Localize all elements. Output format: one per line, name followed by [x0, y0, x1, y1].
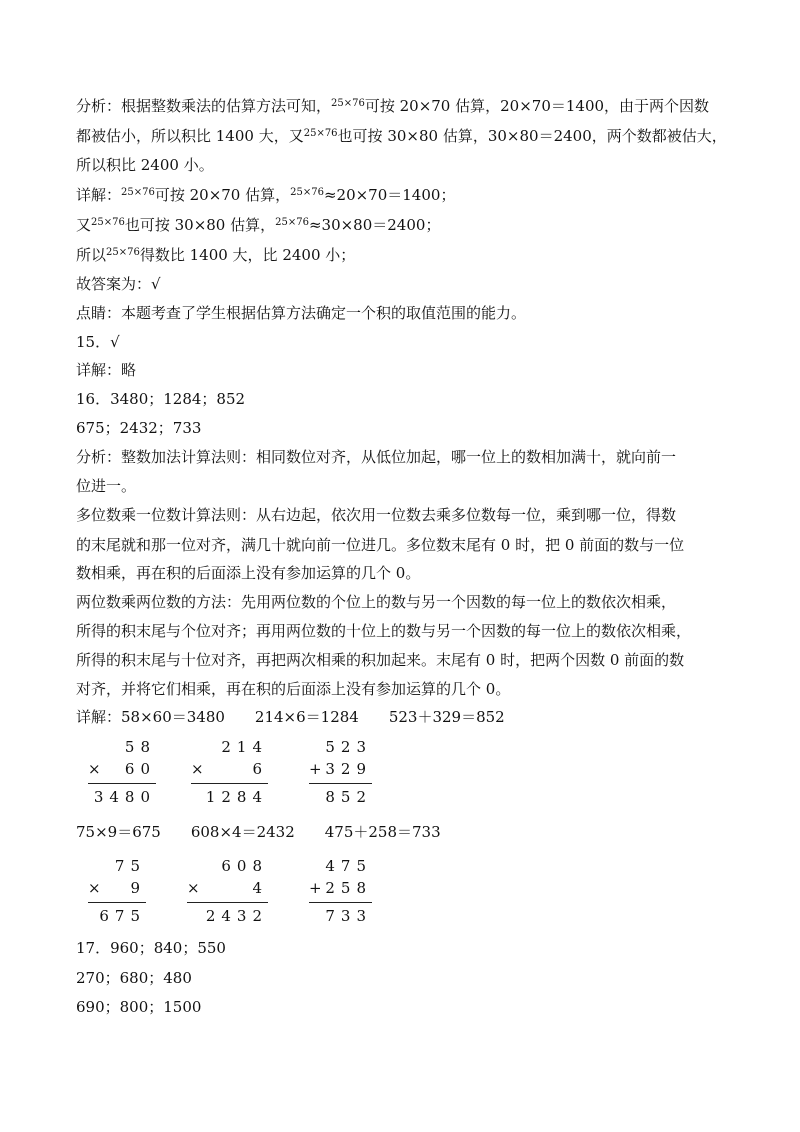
calc-top: 475 [325, 857, 372, 875]
calc-operator: × [191, 760, 204, 778]
vertical-calculation [88, 737, 156, 807]
calc-result: 1284 [205, 788, 268, 806]
calc-result: 733 [325, 907, 372, 925]
rule-line: 两位数乘两位数的方法：先用两位数的个位上的数与另一个因数的每一位上的数依次相乘， [76, 593, 677, 611]
detail-equations: 详解：58×60＝3480 214×6＝1284 523＋329＝852 [76, 708, 505, 726]
calc-top: 523 [325, 738, 372, 756]
comment-line: 点睛：本题考查了学生根据估算方法确定一个积的取值范围的能力。 [76, 304, 527, 322]
question-17-answers: 17．960；840；550 [76, 939, 226, 957]
calc-rule [309, 783, 372, 784]
calc-rule [191, 783, 268, 784]
question-16-answers: 675；2432；733 [76, 419, 202, 437]
analysis-line: 所以积比 2400 小。 [76, 156, 214, 174]
rule-line: 所得的积末尾与个位对齐；再用两位数的十位上的数与另一个因数的每一位上的数依次相乘， [76, 622, 692, 640]
calc-rule [187, 902, 268, 903]
detail-line: 所以$^{25\times 76}$得数比 1400 大，比 2400 小； [76, 246, 356, 264]
calc-top: 58 [124, 738, 156, 756]
calc-operator: × [187, 879, 200, 897]
calc-rule [88, 902, 146, 903]
rule-line: 对齐，并将它们相乘，再在积的后面添上没有参加运算的几个 0。 [76, 680, 511, 698]
question-16-answers: 16．3480；1284；852 [76, 390, 246, 408]
analysis-line: 分析：根据整数乘法的估算方法可知，$^{25\times 76}$可按 20×70 估算，20×70＝1400，由于两个因数 [76, 97, 710, 115]
detail-line: 详解：$^{25\times 76}$可按 20×70 估算，$^{25\times 76}$≈20×70＝1400； [76, 186, 456, 204]
question-17-answers: 690；800；1500 [76, 998, 202, 1016]
calc-top: 214 [221, 738, 268, 756]
rule-line: 所得的积末尾与十位对齐，再把两次相乘的积加起来。末尾有 0 时，把两个因数 0 前面的数 [76, 651, 685, 669]
vertical-calculation [309, 737, 372, 807]
calc-result: 3480 [93, 788, 156, 806]
calc-result: 2432 [205, 907, 268, 925]
rule-line: 的末尾就和那一位对齐，满几十就向前一位进几。多位数末尾有 0 时，把 0 前面的数与一位 [76, 536, 685, 554]
rule-line: 数相乘，再在积的后面添上没有参加运算的几个 0。 [76, 564, 421, 582]
calc-result: 852 [325, 788, 372, 806]
calc-rule [88, 783, 156, 784]
calc-bottom: 6 [252, 760, 268, 778]
calc-operator: + [309, 879, 322, 897]
analysis-line: 位进一。 [76, 477, 137, 495]
question-17-answers: 270；680；480 [76, 969, 192, 987]
calc-operator: × [88, 760, 101, 778]
vertical-calculation [187, 856, 268, 926]
analysis-line: 分析：整数加法计算法则：相同数位对齐，从低位加起，哪一位上的数相加满十，就向前一 [76, 448, 677, 466]
calc-operator: + [309, 760, 322, 778]
calc-operator: × [88, 879, 101, 897]
calc-result: 675 [99, 907, 146, 925]
calc-bottom: 258 [325, 879, 372, 897]
question-15-detail: 详解：略 [76, 361, 137, 379]
vertical-calculation [309, 856, 372, 926]
calc-bottom: 4 [252, 879, 268, 897]
answer-line: 故答案为：√ [76, 275, 161, 293]
vertical-calculation [88, 856, 146, 926]
question-15-answer: 15．√ [76, 333, 120, 351]
calc-bottom: 329 [325, 760, 372, 778]
calc-rule [309, 902, 372, 903]
calc-bottom: 60 [124, 760, 156, 778]
calc-bottom: 9 [130, 879, 146, 897]
calc-top: 75 [114, 857, 146, 875]
rule-line: 多位数乘一位数计算法则：从右边起，依次用一位数去乘多位数每一位，乘到哪一位，得数 [76, 506, 677, 524]
detail-line: 又$^{25\times 76}$也可按 30×80 估算，$^{25\times 76}$≈30×80＝2400； [76, 216, 441, 234]
detail-equations: 75×9＝675 608×4＝2432 475＋258＝733 [76, 823, 441, 841]
calc-top: 608 [221, 857, 268, 875]
analysis-line: 都被估小，所以积比 1400 大，又$^{25\times 76}$也可按 30×80 估算，30×80＝2400，两个数都被估大， [76, 127, 727, 145]
vertical-calculation [191, 737, 268, 807]
